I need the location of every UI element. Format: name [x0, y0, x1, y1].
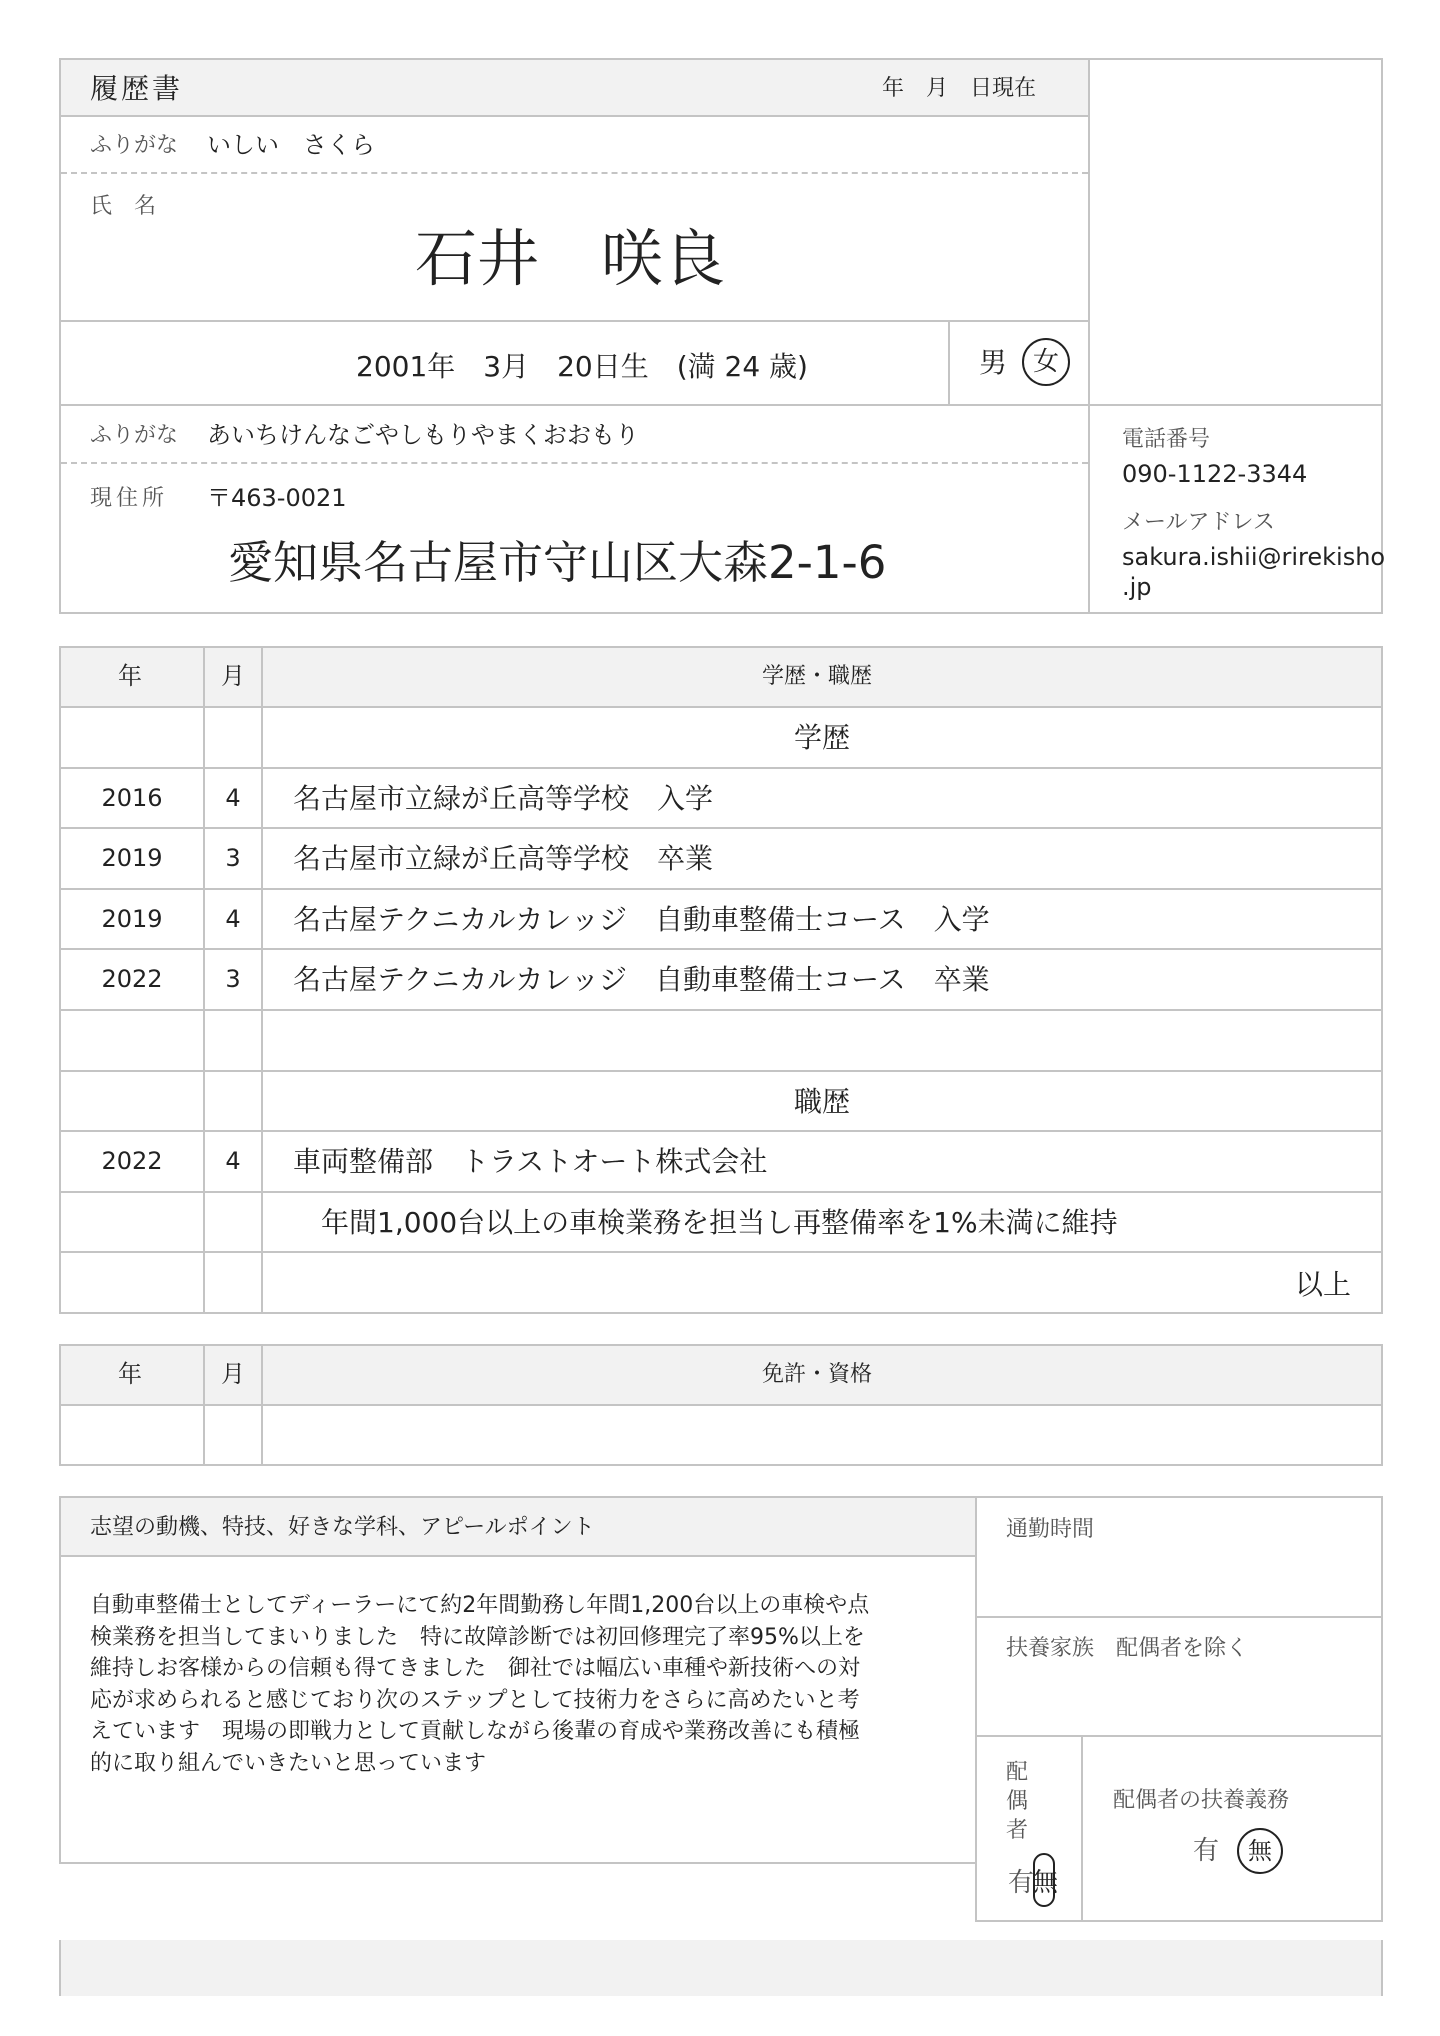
- history-row: [61, 1072, 1381, 1131]
- history-month-cell: 4: [225, 1147, 241, 1175]
- history-year-cell: 2022: [101, 965, 163, 993]
- history-year-cell: 2016: [101, 784, 163, 812]
- support-no: 無: [1248, 1837, 1272, 1865]
- name-label: 氏 名: [90, 194, 157, 219]
- dependents-label: 扶養家族 配偶者を除く: [1006, 1636, 1249, 1661]
- license-header-divider: [59, 1404, 1383, 1406]
- support-no-circled: [1237, 1828, 1283, 1874]
- side-top-border: [977, 1496, 1383, 1498]
- license-col-divider-month: [261, 1344, 263, 1466]
- side-bottom-border: [975, 1920, 1383, 1922]
- divider: [948, 320, 950, 404]
- divider: [59, 404, 1383, 406]
- name-furigana-value: いしい さくら: [207, 131, 375, 159]
- spouse-label-char: 者: [1006, 1818, 1029, 1843]
- history-row: [61, 708, 1381, 767]
- license-header-year: 年: [118, 1360, 142, 1388]
- email-label: メールアドレス: [1122, 510, 1275, 535]
- history-month-cell: 3: [225, 844, 241, 872]
- commute-label: 通勤時間: [1006, 1517, 1095, 1542]
- history-content-cell: 名古屋テクニカルカレッジ 自動車整備士コース 入学: [293, 903, 990, 936]
- motivation-line: 検業務を担当してまいりました 特に故障診断では初回修理完了率95%以上を: [90, 1624, 865, 1650]
- gender-female: 女: [1032, 347, 1059, 377]
- spouse-yes: 有: [1008, 1868, 1035, 1898]
- side-right-border: [1381, 1496, 1383, 1922]
- history-content-cell: 名古屋市立緑が丘高等学校 卒業: [293, 842, 714, 875]
- motivation-label: 志望の動機、特技、好きな学科、アピールポイント: [90, 1515, 595, 1540]
- history-row: [61, 1253, 1381, 1312]
- document-title: 履歴書: [90, 72, 184, 105]
- history-row: [61, 1011, 1381, 1070]
- history-content-cell: 年間1,000台以上の車検業務を担当し再整備率を1%未満に維持: [321, 1206, 1118, 1239]
- postal-code: 〒463-0021: [207, 484, 347, 512]
- history-content-cell: 職歴: [793, 1085, 850, 1118]
- history-content-cell: 学歴: [793, 721, 850, 754]
- history-header-month: 月: [221, 662, 245, 690]
- motivation-line: 応が求められると感じており次のステップとして技術力をさらに高めたいと考: [90, 1687, 860, 1713]
- history-content-cell: 車両整備部 トラストオート株式会社: [293, 1145, 768, 1178]
- divider: [59, 115, 1090, 117]
- motivation-line: えています 現場の即戦力として貢献しながら後輩の育成や業務改善にも積極: [90, 1719, 861, 1744]
- license-header-content: 免許・資格: [762, 1362, 873, 1387]
- name-furigana-label: ふりがな: [90, 133, 179, 158]
- license-table-header: [61, 1346, 1381, 1404]
- history-year-cell: 2022: [101, 1147, 163, 1175]
- license-col-divider-year: [203, 1344, 205, 1466]
- gender-male: 男: [979, 346, 1008, 379]
- history-row: [61, 950, 1381, 1009]
- divider: [59, 1555, 977, 1557]
- phone-value: 090-1122-3344: [1122, 460, 1308, 488]
- support-yes: 有: [1193, 1836, 1220, 1866]
- full-name: 石井 咲良: [415, 222, 726, 295]
- footer-band: [59, 1940, 1383, 1996]
- spouse-support-label: 配偶者の扶養義務: [1113, 1788, 1290, 1813]
- motivation-line: 的に取り組んでいきたいと思っています: [90, 1750, 487, 1776]
- dashed-divider: [61, 172, 1088, 174]
- history-month-cell: 3: [225, 965, 241, 993]
- spouse-label: [1006, 1758, 1030, 1845]
- divider: [977, 1735, 1383, 1737]
- history-year-cell: 2019: [101, 844, 163, 872]
- dashed-divider: [61, 462, 1088, 464]
- history-header-year: 年: [118, 662, 142, 690]
- history-month-cell: 4: [225, 784, 241, 812]
- address-label: 現住所: [90, 486, 169, 511]
- spouse-label-char: 配: [1006, 1760, 1029, 1785]
- history-content-cell: 名古屋市立緑が丘高等学校 入学: [293, 782, 714, 815]
- side-left-border: [975, 1496, 977, 1922]
- divider: [59, 320, 1090, 322]
- license-header-month: 月: [221, 1360, 245, 1388]
- photo-area: [1090, 60, 1381, 404]
- history-row: [61, 890, 1381, 949]
- divider: [977, 1616, 1383, 1618]
- spouse-label-char: 偶: [1006, 1789, 1029, 1814]
- history-row: [61, 1132, 1381, 1191]
- history-row: [61, 1193, 1381, 1252]
- address-furigana-label: ふりがな: [90, 423, 179, 448]
- history-year-cell: 2019: [101, 905, 163, 933]
- history-content-cell: 名古屋テクニカルカレッジ 自動車整備士コース 卒業: [293, 963, 990, 996]
- divider: [1081, 1735, 1083, 1922]
- history-row: [61, 769, 1381, 828]
- history-table-header: [61, 648, 1381, 706]
- history-content-cell: 以上: [1294, 1268, 1351, 1301]
- email-value-line1: sakura.ishii@rirekisho: [1122, 543, 1386, 571]
- spouse-no-circle: [1033, 1853, 1055, 1907]
- spouse-no: 無: [1032, 1868, 1059, 1898]
- gender-female-circled: [1022, 338, 1070, 386]
- motivation-line: 維持しお客様からの信頼も得てきました 御社では幅広い車種や新技術への対: [90, 1656, 861, 1681]
- motivation-line: 自動車整備士としてディーラーにて約2年間勤務し年間1,200台以上の車検や点: [90, 1593, 870, 1618]
- history-month-cell: 4: [225, 905, 241, 933]
- phone-label: 電話番号: [1122, 427, 1211, 452]
- email-value-line2: .jp: [1122, 573, 1152, 601]
- birth-date: 2001年 3月 20日生 (満 24 歳): [356, 350, 808, 383]
- date-label: 年 月 日現在: [882, 76, 1037, 101]
- address-value: 愛知県名古屋市守山区大森2-1-6: [228, 536, 887, 589]
- history-row: [61, 829, 1381, 888]
- motivation-text: [90, 1590, 960, 1779]
- history-header-content: 学歴・職歴: [762, 664, 873, 689]
- address-furigana-value: あいちけんなごやしもりやまくおおもり: [207, 421, 639, 449]
